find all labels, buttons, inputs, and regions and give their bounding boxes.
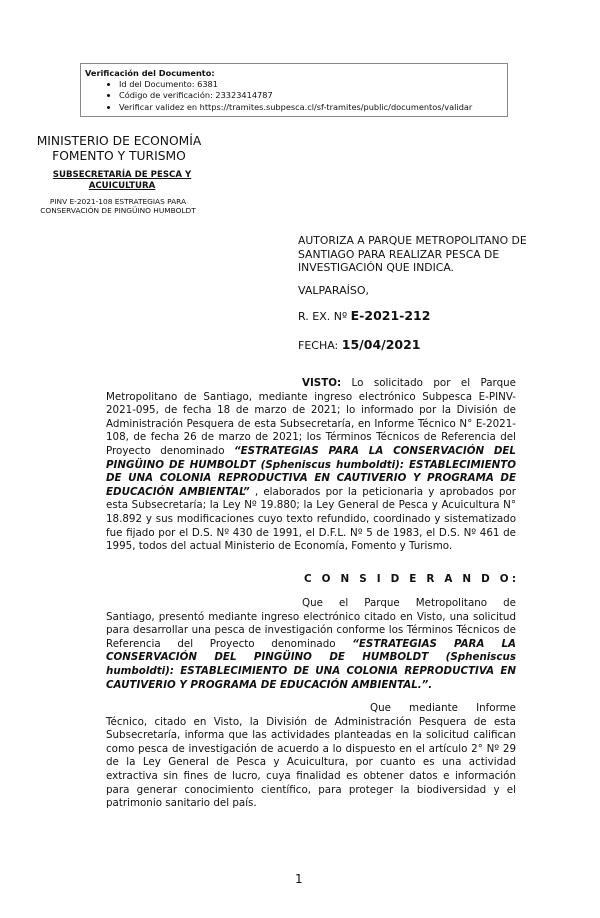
verification-box	[80, 63, 508, 117]
visto-paragraph	[106, 377, 516, 554]
subsecretaria-heading: SUBSECRETARÍA DE PESCA Y ACUICULTURA	[52, 170, 192, 191]
visto-label: VISTO:	[302, 377, 342, 389]
date-value: 15/04/2021	[341, 337, 421, 352]
considerando-paragraph-2	[106, 702, 516, 811]
page-number: 1	[295, 872, 303, 886]
verification-title: Verificación del Documento:	[85, 68, 215, 78]
ministry-heading	[30, 134, 208, 164]
date-label: FECHA:	[298, 339, 339, 352]
resolution-number	[298, 308, 430, 323]
considerando-paragraph-1	[106, 597, 516, 692]
resolution-summary: AUTORIZA A PARQUE METROPOLITANO DE SANTIAGO PARA REALIZAR PESCA DE INVESTIGACIÓN QUE INDICA.	[298, 234, 527, 274]
visto-project-title: “ESTRATEGIAS PARA LA CONSERVACIÓN DEL PINGÜINO DE HUMBOLDT (Spheniscus humboldti): ESTABLECIMIENTO DE UNA COLONIA REPRODUCTIVA EN CAUTIVERIO Y PROGRAMA DE EDUCACIÓN AMBIENTAL”	[106, 444, 516, 498]
verification-code: • Código de verificación: 23323414787	[119, 90, 503, 101]
verification-document-id: • Id del Documento: 6381	[119, 79, 503, 90]
considerando-1-text: Que el Parque Metropolitano de Santiago, presentó mediante ingreso electrónico citado en Visto, una solicitud para desarrollar una pesca de investigación conforme los Términos Técnicos de Referencia del Proyecto denominado	[106, 597, 516, 650]
reference-code: PINV E-2021-108 ESTRATEGIAS PARA CONSERVACIÓN DE PINGÜINO HUMBOLDT	[40, 197, 196, 216]
resolution-date	[298, 337, 421, 352]
visto-text-1: Lo solicitado por el Parque Metropolitano de Santiago, mediante ingreso electrónico Subpesca E-PINV-2021-095, de fecha 18 de marzo de 2021; lo informado por la División de Administración Pesquera de esta Subsecretaría, en Informe Técnico N° E-2021-108, de fecha 26 de marzo de 2021; los Términos Técnicos de Referencia del Proyecto denominado	[106, 377, 516, 457]
visto-text-2: , elaborados por la peticionaria y aprobados por esta Subsecretaría; la Ley Nº 19.880; la Ley General de Pesca y Acuicultura N° 18.892 y sus modificaciones cuyo texto refundido, coordinado y sistematizado fue fijado por el D.S. Nº 430 de 1991, el D.F.L. Nº 5 de 1983, el D.S. Nº 461 de 1995, todos del actual Ministerio de Economía, Fomento y Turismo.	[106, 485, 516, 553]
ministry-line-1: MINISTERIO DE ECONOMÍA	[36, 134, 202, 148]
resolution-value: E-2021-212	[350, 308, 431, 323]
verification-url[interactable]: • Verificar validez en https://tramites.subpesca.cl/sf-tramites/public/documentos/validar	[119, 102, 503, 113]
resolution-label: R. EX. Nº	[298, 310, 348, 323]
place: VALPARAÍSO,	[298, 284, 370, 297]
considerando-heading: C O N S I D E R A N D O:	[304, 573, 520, 585]
considerando-1-project-title: “ESTRATEGIAS PARA LA CONSERVACIÓN DEL PINGÜINO DE HUMBOLDT (Spheniscus humboldti): ESTABLECIMIENTO DE UNA COLONIA REPRODUCTIVA EN CAUTIVERIO Y PROGRAMA DE EDUCACIÓN AMBIENTAL.”.	[106, 637, 516, 691]
verification-list	[85, 79, 503, 113]
ministry-line-2: FOMENTO Y TURISMO	[52, 148, 186, 163]
considerando-2-text: Que mediante Informe Técnico, citado en Visto, la División de Administración Pesquera de esta Subsecretaría, informa que las actividades planteadas en la solicitud califican como pesca de investigación de acuerdo a lo dispuesto en el artículo 2° Nº 29 de la Ley General de Pesca y Acuicultura, por cuanto es una actividad extractiva sin fines de lucro, cuya finalidad es obtener datos e información para generar conocimiento científico, para proteger la biodiversidad y el patrimonio sanitario del país.	[106, 702, 516, 810]
